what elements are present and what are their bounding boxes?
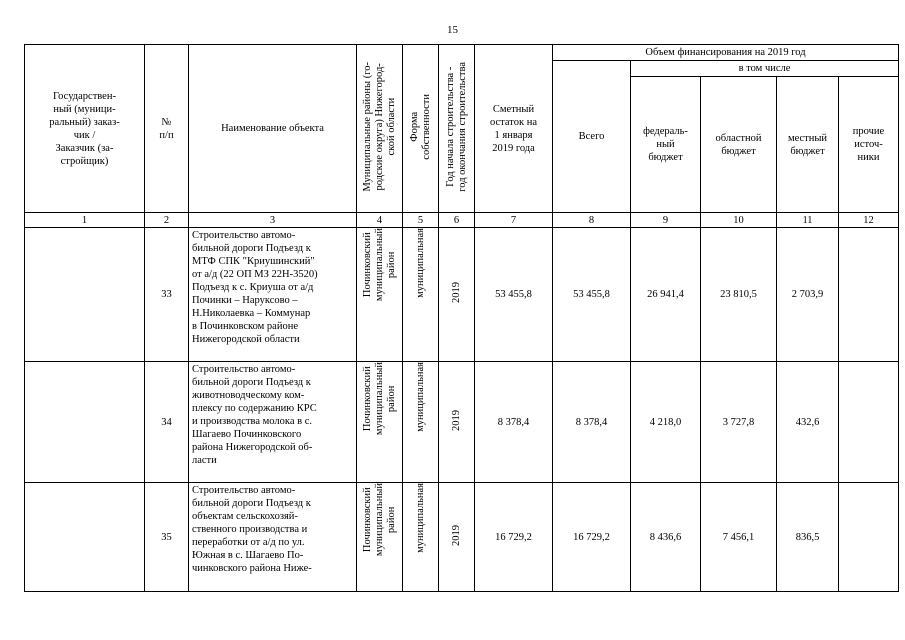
column-number: 2: [145, 213, 189, 228]
row-other: [839, 362, 899, 483]
row-district-cell: [357, 483, 403, 592]
row-object-name: Строительство автомо- бильной дороги Подъезд к объектам сельскохозяй- ственного производства и переработки от а/д по ул. Южная в с. Шагаево По- чинковского района Ниже-: [189, 483, 357, 592]
row-district: Починковский муниципальный район: [361, 228, 397, 302]
row-customer: [25, 483, 145, 592]
header-estimate: Сметный остаток на 1 января 2019 года: [475, 45, 553, 213]
row-year-cell: [439, 228, 475, 362]
column-number: 7: [475, 213, 553, 228]
row-ownership: муниципальная: [414, 362, 426, 432]
row-num: 35: [145, 483, 189, 592]
header-total: Всего: [553, 61, 631, 213]
row-federal: 26 941,4: [631, 228, 701, 362]
row-district-cell: [357, 228, 403, 362]
header-federal: федераль- ный бюджет: [631, 77, 701, 213]
table-row: [25, 483, 899, 592]
row-other: [839, 228, 899, 362]
row-federal: 8 436,6: [631, 483, 701, 592]
row-regional: 3 727,8: [701, 362, 777, 483]
header-object-name: Наименование объекта: [189, 45, 357, 213]
table-row: [25, 228, 899, 362]
row-estimate: 8 378,4: [475, 362, 553, 483]
column-number: 1: [25, 213, 145, 228]
row-estimate: 16 729,2: [475, 483, 553, 592]
row-object-name: Строительство автомо- бильной дороги Подъезд к МТФ СПК "Криушинский" от а/д (22 ОП МЗ 22Н-3520) Подъезд к с. Криуша от а/д Починки – Наруксово – Н.Николаевка – Коммунар в Починковском районе Нижегородской области: [189, 228, 357, 362]
column-number: 5: [403, 213, 439, 228]
row-federal: 4 218,0: [631, 362, 701, 483]
header-district: Муниципальные районы (го- родские округа) Нижегород- ской области: [361, 61, 397, 192]
row-total: 53 455,8: [553, 228, 631, 362]
row-year: 2019: [450, 524, 462, 546]
row-district-cell: [357, 362, 403, 483]
header-district-cell: [357, 45, 403, 213]
page-number: 15: [447, 24, 458, 36]
column-number: 3: [189, 213, 357, 228]
row-district: Починковский муниципальный район: [361, 483, 397, 557]
header-years-cell: [439, 45, 475, 213]
row-object-name: Строительство автомо- бильной дороги Подъезд к животноводческому ком- плексу по содержанию КРС и производства молока в с. Шагаево Починковского района Нижегородской об- ласти: [189, 362, 357, 483]
column-number: 8: [553, 213, 631, 228]
row-local: 2 703,9: [777, 228, 839, 362]
header-including: в том числе: [631, 61, 899, 77]
row-year: 2019: [450, 282, 462, 303]
row-ownership: муниципальная: [414, 483, 426, 553]
header-local: местный бюджет: [777, 77, 839, 213]
row-regional: 23 810,5: [701, 228, 777, 362]
header-other: прочие источ- ники: [839, 77, 899, 213]
row-other: [839, 483, 899, 592]
row-ownership: муниципальная: [414, 228, 426, 298]
row-customer: [25, 362, 145, 483]
row-customer: [25, 228, 145, 362]
column-number: 4: [357, 213, 403, 228]
header-financing: Объем финансирования на 2019 год: [553, 45, 899, 61]
header-num: № п/п: [145, 45, 189, 213]
header-ownership: Форма собственности: [408, 93, 432, 160]
column-numbers-row: [25, 213, 899, 228]
row-ownership-cell: [403, 483, 439, 592]
table-row: [25, 362, 899, 483]
row-estimate: 53 455,8: [475, 228, 553, 362]
header-row-1: [25, 45, 899, 61]
header-ownership-cell: [403, 45, 439, 213]
column-number: 11: [777, 213, 839, 228]
row-year-cell: [439, 362, 475, 483]
column-number: 9: [631, 213, 701, 228]
row-local: 836,5: [777, 483, 839, 592]
row-num: 33: [145, 228, 189, 362]
row-ownership-cell: [403, 362, 439, 483]
row-regional: 7 456,1: [701, 483, 777, 592]
column-number: 6: [439, 213, 475, 228]
row-total: 8 378,4: [553, 362, 631, 483]
header-years: Год начала строительства - год окончания строительства: [444, 61, 468, 192]
row-total: 16 729,2: [553, 483, 631, 592]
row-year: 2019: [450, 409, 462, 431]
header-regional: областной бюджет: [701, 77, 777, 213]
row-local: 432,6: [777, 362, 839, 483]
column-number: 10: [701, 213, 777, 228]
financing-table: [24, 44, 899, 592]
header-customer: Государствен- ный (муници- pальный) заказ- чик / Заказчик (за- стройщик): [25, 45, 145, 213]
row-district: Починковский муниципальный район: [361, 362, 397, 436]
row-num: 34: [145, 362, 189, 483]
row-ownership-cell: [403, 228, 439, 362]
column-number: 12: [839, 213, 899, 228]
row-year-cell: [439, 483, 475, 592]
